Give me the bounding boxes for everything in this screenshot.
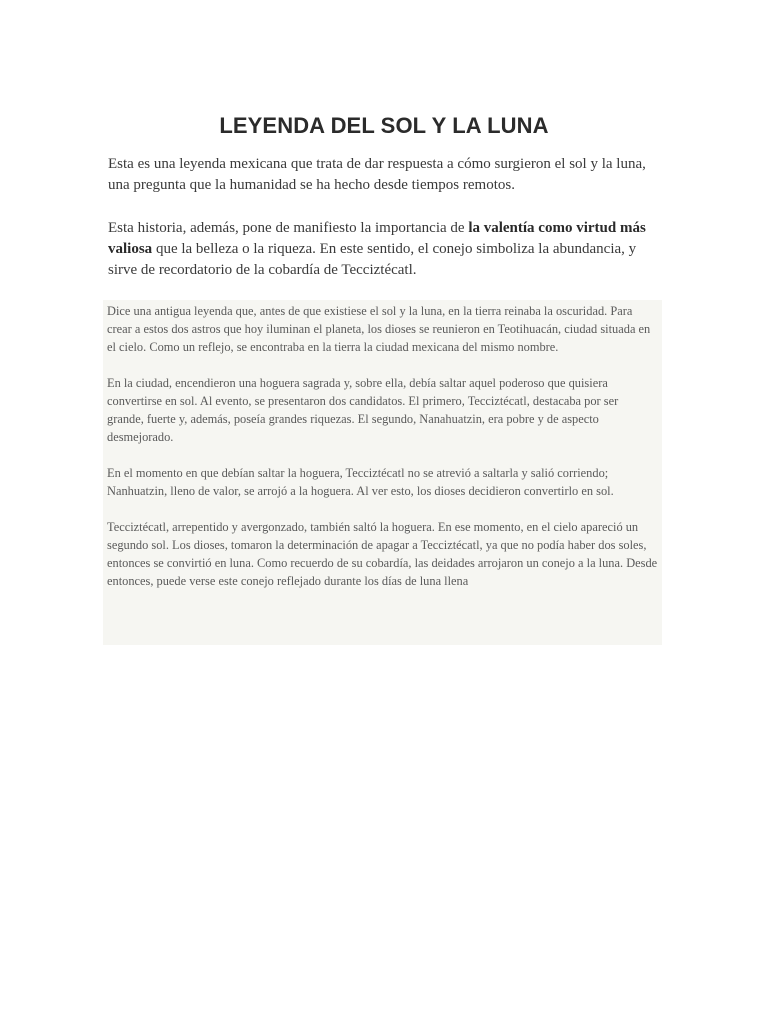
- intro-paragraph-1: Esta es una leyenda mexicana que trata de dar respuesta a cómo surgieron el sol y la luna, una pregunta que la humanidad se ha hecho desde tiempos remotos.: [108, 156, 646, 193]
- legend-paragraph-3: En el momento en que debían saltar la hoguera, Tecciztécatl no se atrevió a saltarla y salió corriendo; Nanhuatzin, lleno de valor, se arrojó a la hoguera. Al ver esto, los dioses decidieron convertirlo en sol.: [107, 466, 614, 498]
- intro-paragraph-2-after: que la belleza o la riqueza. En este sentido, el conejo simboliza la abundancia, y sirve de recordatorio de la cobardía de Tecciztécatl.: [108, 241, 637, 278]
- intro-paragraph-2-before: Esta historia, además, pone de manifiesto la importancia de: [108, 220, 469, 236]
- legend-paragraph-2: En la ciudad, encendieron una hoguera sagrada y, sobre ella, debía saltar aquel poderoso que quisiera convertirse en sol. Al evento, se presentaron dos candidatos. El primero, Tecciztécatl, destacaba por ser grande, fuerte y, además, poseía grandes riquezas. El segundo, Nanahuatzin, era pobre y de aspecto desmejorado.: [107, 376, 619, 444]
- intro-paragraph-2-bold: la valentía como virtud más valiosa: [108, 220, 646, 257]
- legend-quote-box: [103, 300, 662, 645]
- page-title: LEYENDA DEL SOL Y LA LUNA: [219, 113, 549, 138]
- legend-paragraph-4: Tecciztécatl, arrepentido y avergonzado, también saltó la hoguera. En ese momento, en el cielo apareció un segundo sol. Los dioses, tomaron la determinación de apagar a Tecciztécatl, ya que no podía haber dos soles, entonces se convirtió en luna. Como recuerdo de su cobardía, las deidades arrojaron un conejo a la luna. Desde entonces, puede verse este conejo reflejado durante los días de luna llena: [107, 520, 658, 588]
- intro-paragraph-2: [108, 218, 668, 281]
- legend-paragraph-1: Dice una antigua leyenda que, antes de que existiese el sol y la luna, en la tierra reinaba la oscuridad. Para crear a estos dos astros que hoy iluminan el planeta, los dioses se reunieron en Teotihuacán, ciudad situada en el cielo. Como un reflejo, se encontraba en la tierra la ciudad mexicana del mismo nombre.: [107, 304, 651, 354]
